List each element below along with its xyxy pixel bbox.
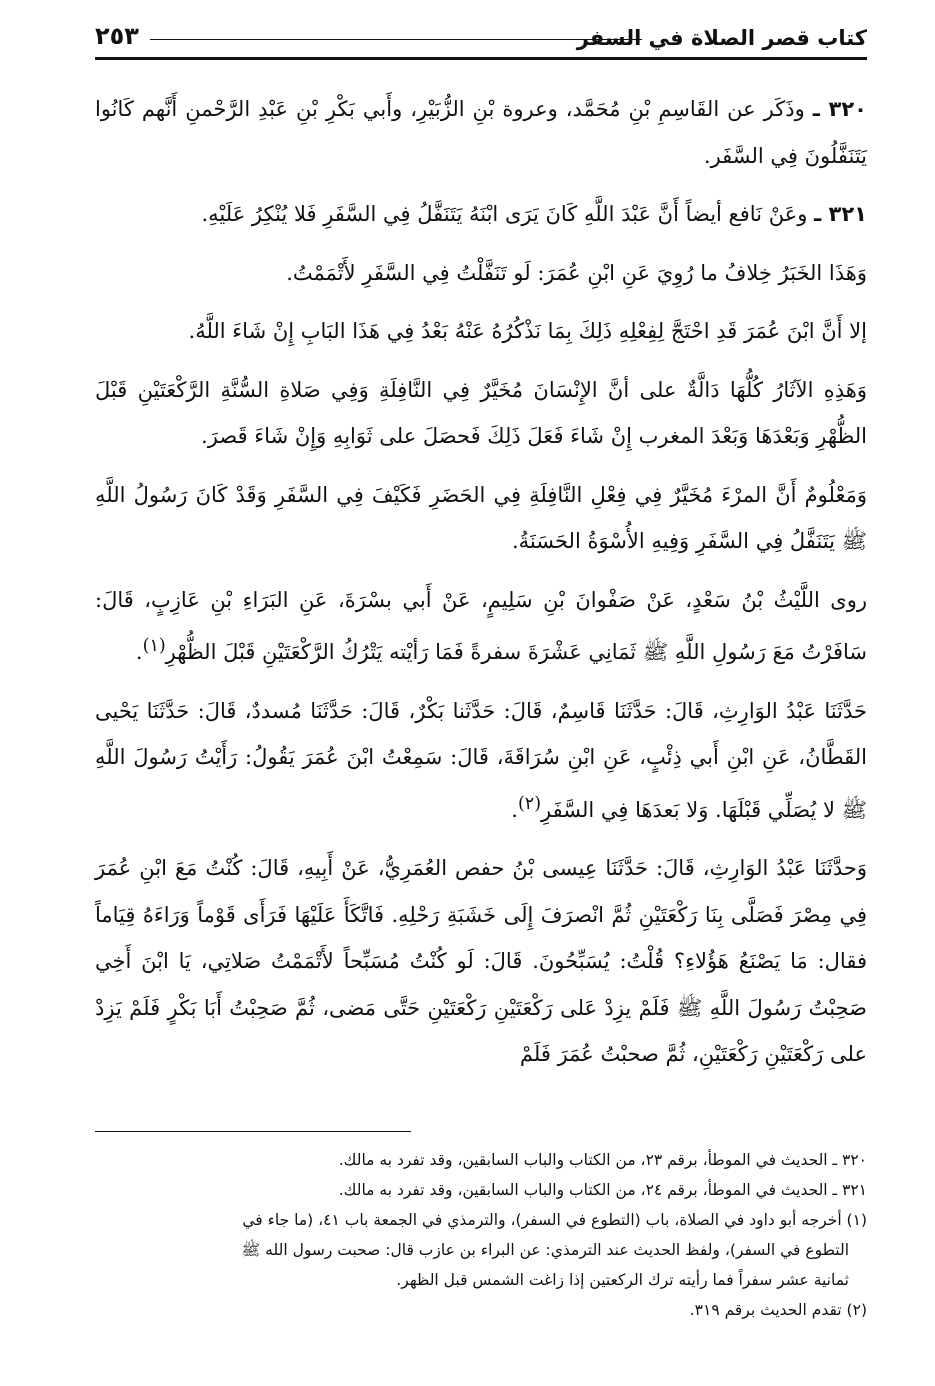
period: . bbox=[511, 797, 518, 822]
paragraph-321 bbox=[95, 191, 867, 238]
paragraph-laith-text: روى اللَّيْثُ بْنُ سَعْدٍ، عَنْ صَفْوانَ بْنِ سَلِيمٍ، عَنْ أَبي بسْرَةَ، عَنِ البَرَاءِ بْنِ عَازِبٍ، قَالَ: سَافَرْتُ مَعَ رَسُولِ اللَّهِ ﷺ ثَمَانِي عَشْرَةَ سفرةً فَمَا رَأيْته يَتْرُكُ الرَّكْعَتَيْنِ قَبْلَ الظُّهْرِ bbox=[95, 587, 867, 664]
footnote-321: ٣٢١ ـ الحديث في الموطأ، برقم ٢٤، من الكتاب والباب السابقين، وقد تفرد به مالك. bbox=[338, 1181, 867, 1199]
running-header bbox=[95, 10, 867, 50]
paragraph-text: إلا أَنَّ ابْنَ عُمَرَ قَدِ احْتَجَّ لِفِعْلِهِ ذَلِكَ بِمَا نَذْكُرُهُ عَنْهُ بَعْدُ فِي هَذَا البَابِ إِنْ شَاءَ اللَّهُ. bbox=[188, 319, 867, 343]
chapter-title: كتاب قصر الصلاة في السفر bbox=[576, 26, 867, 50]
paragraph-laith bbox=[95, 577, 867, 676]
footnote-320: ٣٢٠ ـ الحديث في الموطأ، برقم ٢٣، من الكتاب والباب السابقين، وقد تفرد به مالك. bbox=[338, 1151, 867, 1169]
paragraph-abdulwarith-text: حَدَّثَنَا عَبْدُ الوَارِثِ، قَالَ: حَدَّثَنَا قَاسِمٌ، قَالَ: حَدَّثَنا بَكْرٌ، قَالَ: حَدَّثَنَا مُسددٌ، قَالَ: حَدَّثَنَا يَحْيى القَطَّانُ، عَنِ ابْنِ أَبي ذِئْبٍ، عَنِ ابْنِ سُرَاقَةَ، قَالَ: سَمِعْتُ ابْنَ عُمَرَ يَقُولُ: رَأَيْتُ رَسُولَ اللَّهِ ﷺ لا يُصَلِّي قَبْلَهَا. وَلا بَعدَهَا فِي السَّفَرِ bbox=[95, 698, 867, 822]
paragraph-320 bbox=[95, 86, 867, 179]
header-rule bbox=[95, 57, 867, 60]
footnote-2: (٢) تقدم الحديث برقم ٣١٩. bbox=[689, 1301, 867, 1319]
paragraph-321-text: وعَنْ نَافع أيضاً أَنَّ عَبْدَ اللَّهِ كَانَ يَرَى ابْنَهُ يَتَنَفَّلُ فِي السَّفَرِ فَلا يُنْكِرُ عَلَيْهِ. bbox=[201, 202, 808, 226]
footnote-ref-1[interactable]: (١) bbox=[142, 636, 166, 656]
header-thin-rule bbox=[150, 39, 642, 40]
footnote-1-cont: التطوع في السفر)، ولفظ الحديث عند الترمذي: عن البراء بن عازب قال: صحبت رسول الله ﷺ bbox=[241, 1241, 849, 1259]
hadith-number-321: ٣٢١ ـ bbox=[814, 202, 867, 226]
book-page bbox=[95, 0, 867, 1386]
paragraph-text: وَهَذِهِ الآثَارُ كُلُّهَا دَالَّةٌ على أنَّ الإِنْسَانَ مُخَيَّرٌ فِي النَّافِلَةِ وَفِي صَلاةِ السُّنَّةِ الرَّكْعَتَيْنِ قَبْلَ الظُّهْرِ وَبَعْدَهَا وَبَعْدَ المغرب إِنْ شَاءَ فَعَلَ ذَلِكَ فَحصَلَ على ثَوَابِهِ وَإِنْ شَاءَ قَصرَ. bbox=[95, 377, 867, 448]
footnote-1-cont: ثمانية عشر سفراً فما رأيته ترك الركعتين إذا زاغت الشمس قبل الظهر. bbox=[396, 1271, 849, 1289]
paragraph-text: وَهَذَا الخَبَرُ خِلافُ ما رُوِيَ عَنِ ابْنِ عُمَرَ: لَو تَنَفَّلْتُ فِي السَّفَرِ لأَتْمَمْتُ. bbox=[286, 260, 867, 285]
main-text bbox=[95, 86, 867, 1090]
paragraph-text: وَحدَّثَنَا عَبْدُ الوَارِثِ، قَالَ: حَدَّثَنَا عِيسى بْنُ حفص العُمَرِيُّ، عَنْ أَبِيهِ، قَالَ: كُنْتُ مَعَ ابْنِ عُمَرَ فِي مِصْرَ فَصَلَّى بِنَا رَكْعَتَيْنِ ثُمَّ انْصرَفَ إِلَى خَشَبَةِ رَحْلِهِ. فَاتَّكَأَ عَلَيْهَا فَرَأَى قَوْماً وَرَاءَهُ قِيَاماً فقال: مَا يَصْنَعُ هَؤُلاءِ؟ قُلْتُ: يُسَبِّحُونَ. قَالَ: لَو كُنْتُ مُسَبِّحاً لأَتْمَمْتُ صَلاتِي، يَا ابْنَ أَخِي صَحِبْتُ رَسُولَ اللَّهِ ﷺ فَلَمْ يزِدْ عَلى رَكْعَتَيْنِ رَكْعَتَيْنِ حَتَّى مَضى، ثُمَّ صَحِبْتُ أَبَا بَكْرٍ فَلَمْ يَزِدْ على رَكْعَتَيْنِ رَكْعَتَيْنِ، ثُمَّ صحبْتُ عُمَرَ فَلَمْ bbox=[95, 856, 867, 1066]
paragraph-abdulwarith bbox=[95, 688, 867, 834]
paragraph-320-text: وذَكَر عن القَاسِمِ بْنِ مُحَمَّد، وعروة بْنِ الزُّبَيْرِ، وأَبي بَكْرِ بْنِ عَبْدِ الرَّحْمنِ أَنَّهم كَانُوا يَتَنَفَّلُونَ فِي السَّفَر. bbox=[95, 97, 867, 168]
footnote-1: (١) أخرجه أبو داود في الصلاة، باب (التطوع في السفر)، والترمذي في الجمعة باب ٤١، (ما جاء في bbox=[242, 1211, 867, 1229]
paragraph-text: وَمَعْلُومٌ أَنَّ المرْءَ مُخَيَّرٌ فِي فِعْلِ النَّافِلَةِ فِي الحَضَرِ فَكَيْفَ فِي السَّفَرِ وَقَدْ كَانَ رَسُولُ اللَّهِ ﷺ يَتَنَفَّلُ فِي السَّفَرِ وَفِيهِ الأُسْوَةُ الحَسَنَةُ. bbox=[95, 482, 867, 553]
page-number: ٢٥٣ bbox=[95, 22, 139, 50]
hadith-number-320: ٣٢٠ ـ bbox=[812, 97, 867, 121]
period: . bbox=[135, 640, 143, 664]
footnote-ref-2[interactable]: (٢) bbox=[517, 793, 542, 814]
footnotes bbox=[95, 1146, 867, 1326]
footnote-separator bbox=[95, 1131, 411, 1132]
